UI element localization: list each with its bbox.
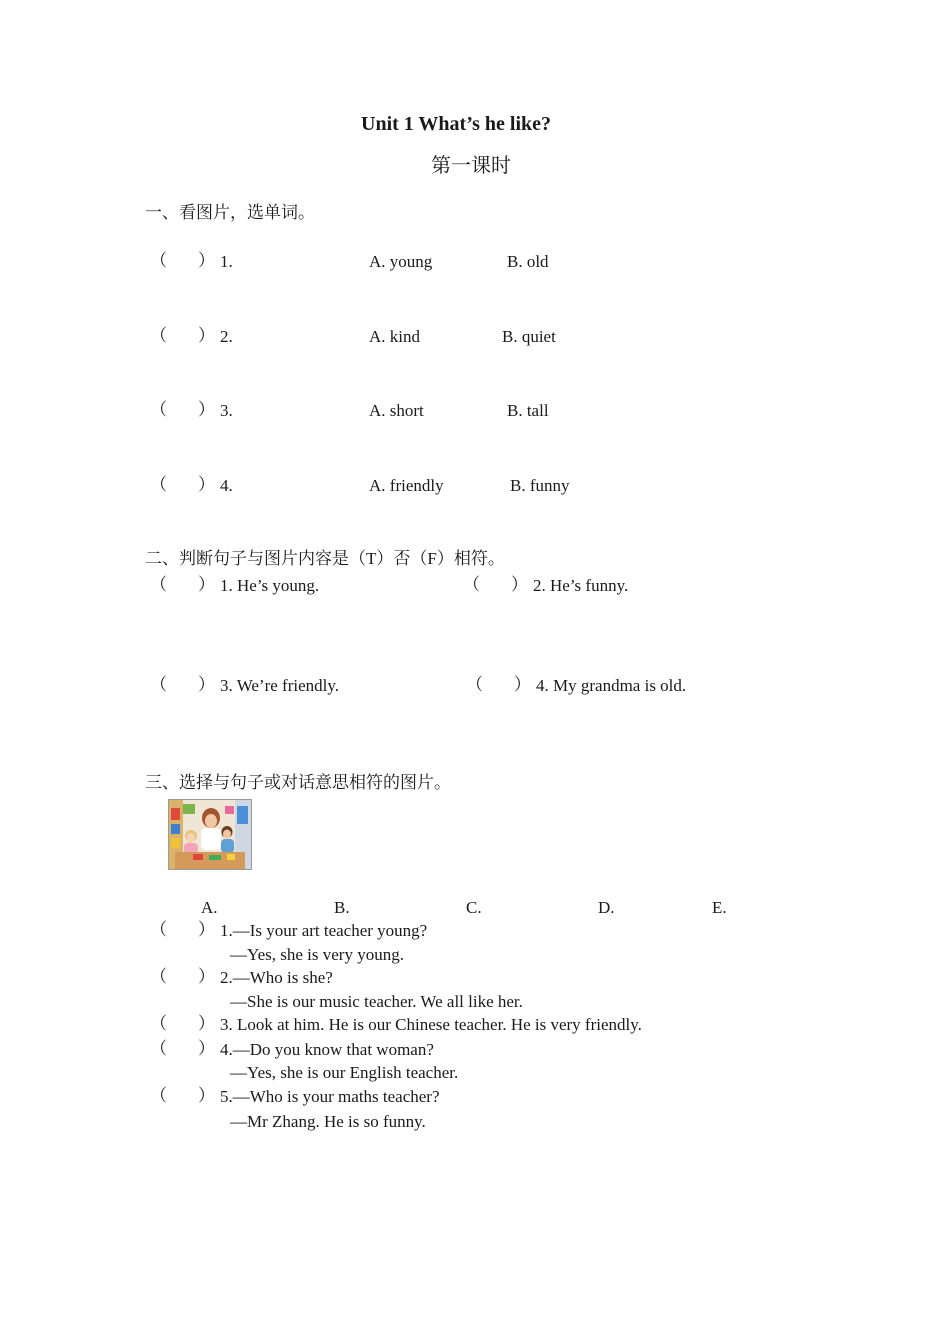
dialogue-line-1: 5.—Who is your maths teacher? (220, 1087, 440, 1106)
section1-heading: 一、看图片，选单词。 (145, 203, 315, 222)
answer-paren-close: ） (198, 251, 215, 270)
answer-paren-open[interactable]: （ (466, 675, 483, 694)
option-a: A. young (369, 252, 433, 271)
section3-heading: 三、选择与句子或对话意思相符的图片。 (145, 773, 451, 792)
classroom-photo-image (169, 800, 251, 869)
answer-paren-open[interactable]: （ (150, 400, 167, 419)
picture-option-c: C. (466, 898, 482, 917)
answer-paren-close: ） (198, 967, 215, 986)
option-a: A. friendly (369, 476, 444, 495)
section2-heading: 二、判断句子与图片内容是（T）否（F）相符。 (145, 549, 505, 568)
statement-text: 2. He’s funny. (533, 576, 629, 595)
answer-paren-open[interactable]: （ (150, 967, 167, 986)
answer-paren-open[interactable]: （ (150, 326, 167, 345)
answer-paren-close: ） (198, 575, 215, 594)
answer-paren-open[interactable]: （ (150, 1039, 167, 1058)
item-number: 2. (220, 327, 233, 346)
dialogue-line-2: —Yes, she is our English teacher. (230, 1063, 459, 1082)
item-number: 3. (220, 401, 233, 420)
statement-text: 4. My grandma is old. (536, 676, 687, 695)
picture-option-b: B. (334, 898, 350, 917)
dialogue-line-2: —She is our music teacher. We all like her. (230, 992, 523, 1011)
answer-paren-close: ） (511, 575, 528, 594)
page-title: Unit 1 What’s he like? (361, 113, 552, 135)
option-b: B. old (507, 252, 549, 271)
picture-option-a: A. (201, 898, 218, 917)
answer-paren-open[interactable]: （ (150, 251, 167, 270)
answer-paren-close: ） (198, 920, 215, 939)
dialogue-line-1: 2.—Who is she? (220, 968, 333, 987)
option-b: B. funny (510, 476, 570, 495)
answer-paren-open[interactable]: （ (150, 475, 167, 494)
option-b: B. tall (507, 401, 549, 420)
answer-paren-open[interactable]: （ (150, 675, 167, 694)
answer-paren-open[interactable]: （ (150, 1014, 167, 1033)
answer-paren-close: ） (198, 675, 215, 694)
dialogue-line-1: 1.—Is your art teacher young? (220, 921, 428, 940)
option-a: A. short (369, 401, 424, 420)
statement-text: 1. He’s young. (220, 576, 320, 595)
answer-paren-open[interactable]: （ (150, 575, 167, 594)
dialogue-line-1: 4.—Do you know that woman? (220, 1040, 434, 1059)
answer-paren-close: ） (198, 1014, 215, 1033)
answer-paren-open[interactable]: （ (150, 920, 167, 939)
picture-option-e: E. (712, 898, 727, 917)
dialogue-line-2: —Mr Zhang. He is so funny. (230, 1112, 426, 1131)
option-a: A. kind (369, 327, 420, 346)
item-number: 1. (220, 252, 233, 271)
classroom-photo (168, 799, 252, 870)
page-subtitle: 第一课时 (431, 155, 511, 177)
answer-paren-close: ） (514, 675, 531, 694)
option-b: B. quiet (502, 327, 556, 346)
answer-paren-close: ） (198, 475, 215, 494)
picture-option-d: D. (598, 898, 615, 917)
answer-paren-close: ） (198, 1039, 215, 1058)
answer-paren-close: ） (198, 400, 215, 419)
statement-text: 3. We’re friendly. (220, 676, 339, 695)
dialogue-line-1: 3. Look at him. He is our Chinese teacher. He is very friendly. (220, 1015, 642, 1034)
answer-paren-close: ） (198, 326, 215, 345)
answer-paren-close: ） (198, 1086, 215, 1105)
item-number: 4. (220, 476, 233, 495)
answer-paren-open[interactable]: （ (463, 575, 480, 594)
dialogue-line-2: —Yes, she is very young. (230, 945, 404, 964)
answer-paren-open[interactable]: （ (150, 1086, 167, 1105)
